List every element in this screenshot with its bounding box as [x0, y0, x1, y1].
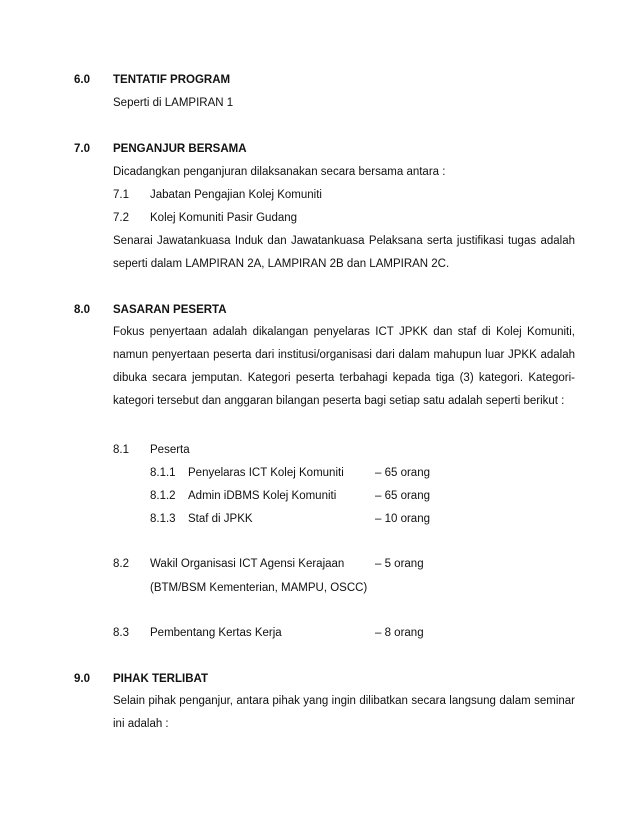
section-7-heading: PENGANJUR BERSAMA — [113, 143, 247, 155]
item-7-2-number: 7.2 — [113, 212, 129, 224]
sub-8-1-1-label: Penyelaras ICT Kolej Komuniti — [188, 467, 344, 479]
sub-8-1-2-count: – 65 orang — [375, 490, 430, 502]
sub-8-1-3-number: 8.1.3 — [150, 513, 176, 525]
sub-8-1-3-count: – 10 orang — [375, 513, 430, 525]
item-7-1-number: 7.1 — [113, 189, 129, 201]
sub-8-1-1-count: – 65 orang — [375, 467, 430, 479]
section-6-heading: TENTATIF PROGRAM — [113, 74, 231, 86]
section-7-number: 7.0 — [74, 143, 90, 155]
section-8-heading: SASARAN PESERTA — [113, 304, 227, 316]
sub-8-1-1-number: 8.1.1 — [150, 467, 176, 479]
item-7-1-label: Jabatan Pengajian Kolej Komuniti — [150, 189, 322, 201]
category-8-3-number: 8.3 — [113, 627, 129, 639]
section-8-paragraph: Fokus penyertaan adalah dikalangan penyelaras ICT JPKK dan staf di Kolej Komuniti, namun penyertaan peserta dari institusi/organisasi dari dalam mahupun luar JPKK adalah dibuka secara jemputan. Kategori peserta terbahagi kepada tiga (3) kategori. Kategori-kategori tersebut dan anggaran bilangan peserta bagi setiap satu adalah seperti berikut : — [113, 326, 575, 407]
category-8-2-number: 8.2 — [113, 558, 129, 570]
category-8-1-label: Peserta — [150, 444, 190, 456]
item-7-2-label: Kolej Komuniti Pasir Gudang — [150, 212, 298, 224]
category-8-3-label: Pembentang Kertas Kerja — [150, 627, 282, 639]
section-9-number: 9.0 — [74, 673, 90, 685]
section-9-heading: PIHAK TERLIBAT — [113, 673, 208, 685]
section-9-paragraph: Selain pihak penganjur, antara pihak yang ingin dilibatkan secara langsung dalam seminar ini adalah : — [113, 695, 575, 730]
section-7-intro: Dicadangkan penganjuran dilaksanakan secara bersama antara : — [113, 166, 446, 178]
category-8-3-count: – 8 orang — [375, 627, 424, 639]
sub-8-1-3-label: Staf di JPKK — [188, 513, 253, 525]
section-7-paragraph: Senarai Jawatankuasa Induk dan Jawatankuasa Pelaksana serta justifikasi tugas adalah seperti dalam LAMPIRAN 2A, LAMPIRAN 2B dan LAMPIRAN 2C. — [113, 235, 575, 270]
sub-8-1-2-number: 8.1.2 — [150, 490, 176, 502]
category-8-2-count: – 5 orang — [375, 558, 424, 570]
section-8-number: 8.0 — [74, 304, 90, 316]
section-6-text: Seperti di LAMPIRAN 1 — [113, 97, 234, 109]
category-8-2-note: (BTM/BSM Kementerian, MAMPU, OSCC) — [150, 582, 368, 594]
category-8-1-number: 8.1 — [113, 444, 129, 456]
section-6-number: 6.0 — [74, 74, 90, 86]
sub-8-1-2-label: Admin iDBMS Kolej Komuniti — [188, 490, 337, 502]
category-8-2-label: Wakil Organisasi ICT Agensi Kerajaan — [150, 558, 345, 570]
